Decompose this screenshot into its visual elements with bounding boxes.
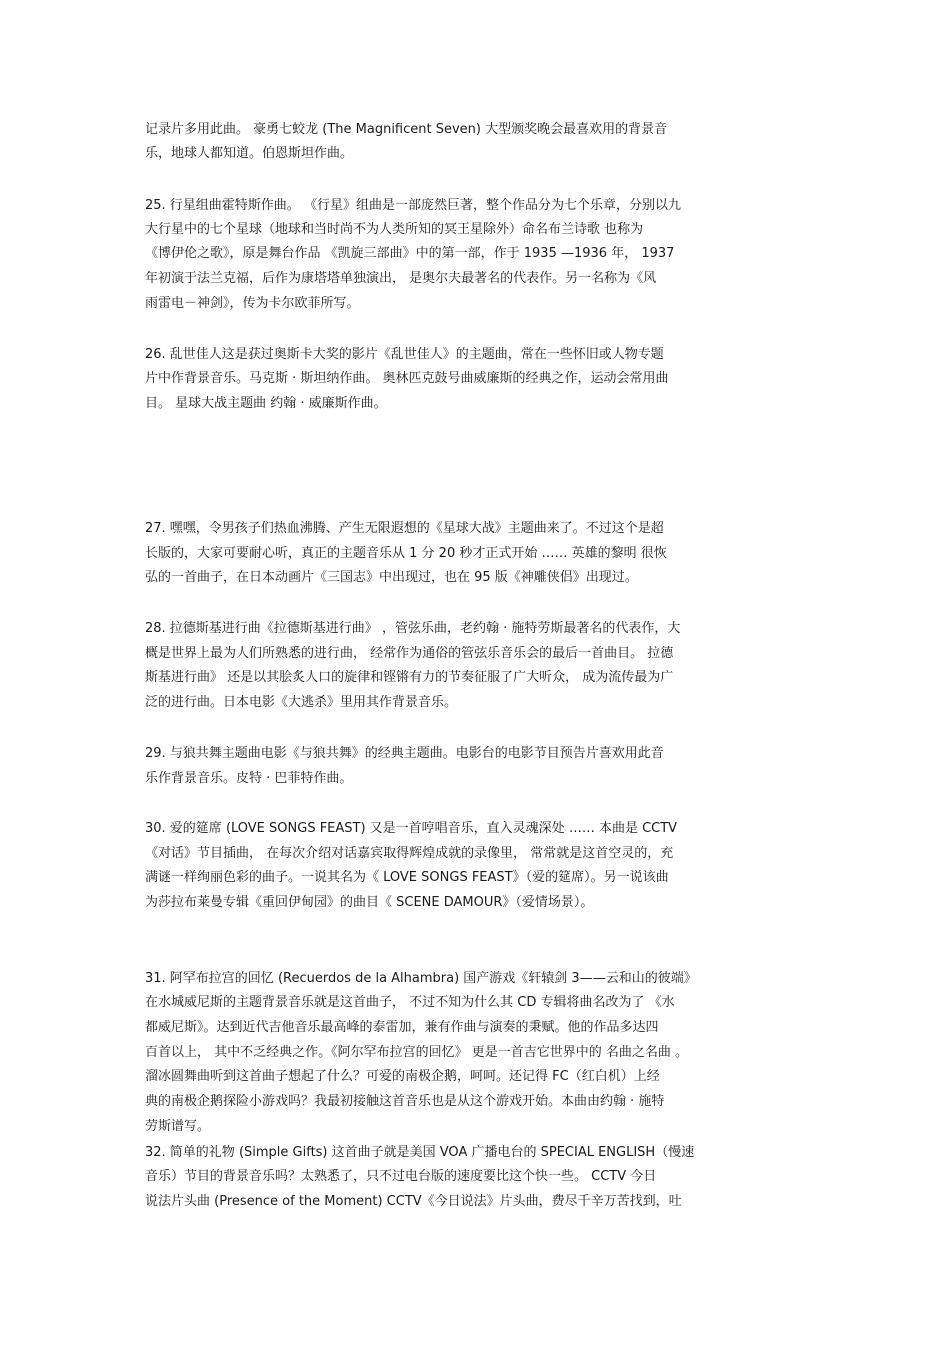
text-line: 27. 嘿嘿，令男孩子们热血沸腾、产生无限遐想的《星球大战》主题曲来了。不过这个是超 bbox=[145, 521, 664, 536]
text-line: 百首以上， 其中不乏经典之作。《阿尔罕布拉宫的回忆》 更是一首吉它世界中的 名曲之名曲 。 bbox=[145, 1045, 689, 1060]
text-line: 概是世界上最为人们所熟悉的进行曲， 经常作为通俗的管弦乐音乐会的最后一首曲目。 拉德 bbox=[145, 646, 674, 661]
text-line: 26. 乱世佳人这是获过奥斯卡大奖的影片《乱世佳人》的主题曲，常在一些怀旧或人物专题 bbox=[145, 347, 664, 362]
text-line: 31. 阿罕布拉宫的回忆 (Recuerdos de la Alhambra) 国产游戏《轩辕剑 3——云和山的彼端》 bbox=[145, 971, 697, 986]
text-line: 目。 星球大战主题曲 约翰 · 威廉斯作曲。 bbox=[145, 396, 387, 411]
text-line: 年初演于法兰克福，后作为康塔塔单独演出， 是奥尔夫最著名的代表作。另一名称为《风 bbox=[145, 271, 657, 286]
text-line: 长版的，大家可要耐心听，真正的主题音乐从 1 分 20 秒才正式开始 …… 英雄的黎明 很恢 bbox=[145, 546, 667, 561]
text-line: 乐，地球人都知道。伯恩斯坦作曲。 bbox=[145, 146, 354, 161]
text-line: 乐作背景音乐。皮特 · 巴菲特作曲。 bbox=[145, 771, 353, 786]
text-line: 《博伊伦之歌》，原是舞台作品 《凯旋三部曲》中的第一部，作于 1935 —1936 年， 1937 bbox=[145, 246, 675, 261]
text-line: 在水城威尼斯的主题背景音乐就是这首曲子， 不过不知为什么其 CD 专辑将曲名改为了 《水 bbox=[145, 995, 675, 1010]
text-line: 《对话》节目插曲， 在每次介绍对话嘉宾取得辉煌成就的录像里， 常常就是这首空灵的，充 bbox=[145, 846, 674, 861]
text-line: 30. 爱的筵席 (LOVE SONGS FEAST) 又是一首哼唱音乐，直入灵魂深处 …… 本曲是 CCTV bbox=[145, 821, 678, 836]
text-line: 片中作背景音乐。马克斯 · 斯坦纳作曲。 奥林匹克鼓号曲威廉斯的经典之作，运动会常用曲 bbox=[145, 371, 669, 386]
text-line: 29. 与狼共舞主题曲电影《与狼共舞》的经典主题曲。电影台的电影节目预告片喜欢用此音 bbox=[145, 746, 664, 761]
text-line: 28. 拉德斯基进行曲《拉德斯基进行曲》 ，管弦乐曲，老约翰 · 施特劳斯最著名的代表作，大 bbox=[145, 621, 681, 636]
text-line: 都威尼斯》。达到近代吉他音乐最高峰的泰雷加，兼有作曲与演奏的秉赋。他的作品多达四 bbox=[145, 1020, 659, 1035]
text-line: 典的南极企鹅探险小游戏吗？我最初接触这首音乐也是从这个游戏开始。本曲由约翰 · 施特 bbox=[145, 1094, 665, 1109]
text-line: 泛的进行曲。日本电影《大逃杀》里用其作背景音乐。 bbox=[145, 695, 458, 710]
text-line: 雨雷电－神剑》，传为卡尔欧菲所写。 bbox=[145, 296, 360, 311]
text-line: 说法片头曲 (Presence of the Moment) CCTV《今日说法》片头曲，费尽千辛万苦找到，吐 bbox=[145, 1194, 682, 1209]
text-line: 满谜一样绚丽色彩的曲子。一说其名为《 LOVE SONGS FEAST》（爱的筵席）。另一说该曲 bbox=[145, 870, 669, 885]
text-line: 32. 简单的礼物 (Simple Gifts) 这首曲子就是美国 VOA 广播电台的 SPECIAL ENGLISH（慢速 bbox=[145, 1145, 695, 1160]
text-line: 弘的一首曲子，在日本动画片《三国志》中出现过，也在 95 版《神雕侠侣》出现过。 bbox=[145, 570, 638, 585]
text-line: 劳斯谱写。 bbox=[145, 1119, 211, 1134]
text-line: 大行星中的七个星球（地球和当时尚不为人类所知的冥王星除外）命名布兰诗歌 也称为 bbox=[145, 222, 644, 237]
text-line: 溜冰圆舞曲听到这首曲子想起了什么？可爱的南极企鹅，呵呵。还记得 FC（红白机）上经 bbox=[145, 1069, 660, 1084]
text-line: 25. 行星组曲霍特斯作曲。 《行星》组曲是一部庞然巨著，整个作品分为七个乐章，分别以九 bbox=[145, 198, 681, 213]
text-line: 记录片多用此曲。 豪勇七蛟龙 (The Magnificent Seven) 大型颁奖晚会最喜欢用的背景音 bbox=[145, 122, 668, 137]
text-line: 斯基进行曲》 还是以其脍炙人口的旋律和铿锵有力的节奏征服了广大听众， 成为流传最为广 bbox=[145, 670, 674, 685]
text-line: 音乐）节目的背景音乐吗？太熟悉了，只不过电台版的速度要比这个快一些。 CCTV 今日 bbox=[145, 1169, 657, 1184]
text-line: 为莎拉布莱曼专辑《重回伊甸园》的曲目《 SCENE DAMOUR》（爱情场景）。 bbox=[145, 895, 594, 910]
